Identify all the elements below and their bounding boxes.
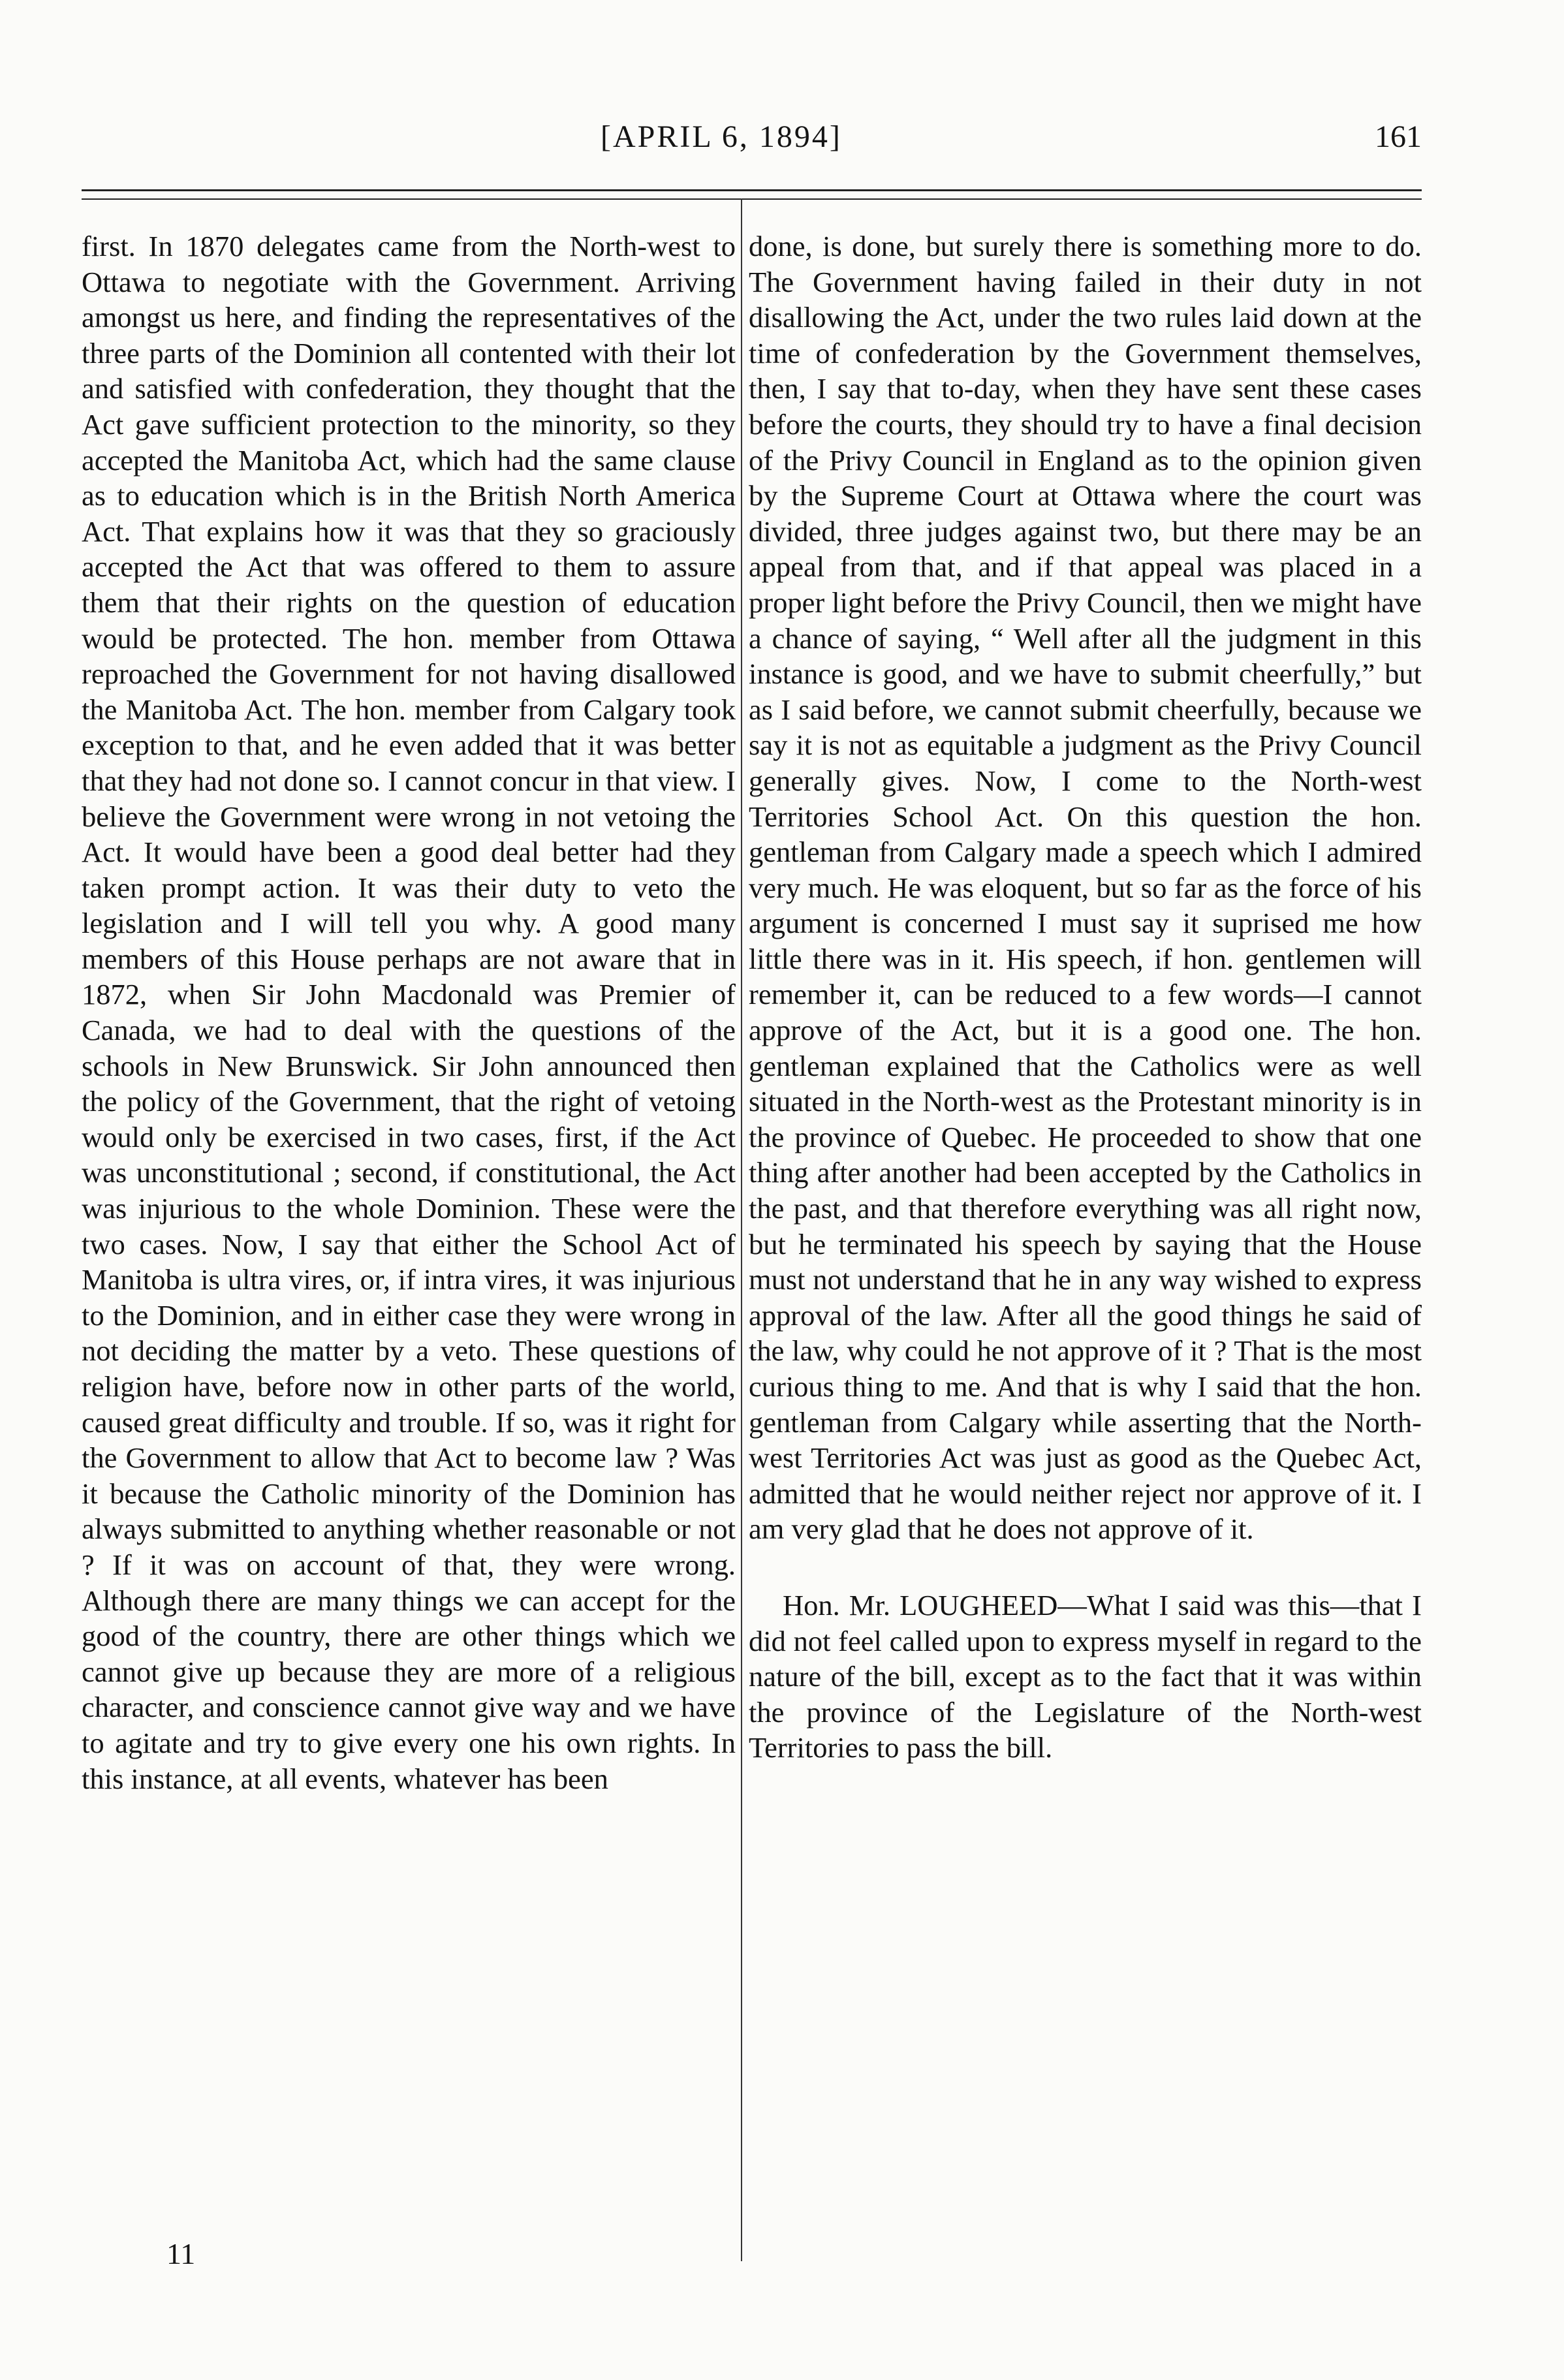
header-rule-top <box>82 189 1422 191</box>
header-rule-bottom <box>82 198 1422 200</box>
left-column-text: first. In 1870 delegates came from the North-west to Ottawa to negotiate with the Government. Arriving amongst us here, and finding the representatives of the three parts of the Dominion all contented with their lot and satisfied with confederation, they thought that the Act gave sufficient protection to the minority, so they accepted the Manitoba Act, which had the same clause as to education which is in the British North America Act. That explains how it was that they so graciously accepted the Act that was offered to them to assure them that their rights on the question of education would be protected. The hon. member from Ottawa reproached the Government for not having disallowed the Manitoba Act. The hon. member from Calgary took exception to that, and he even added that it was better that they had not done so. I cannot concur in that view. I believe the Government were wrong in not vetoing the Act. It would have been a good deal better had they taken prompt action. It was their duty to veto the legislation and I will tell you why. A good many members of this House perhaps are not aware that in 1872, when Sir John Macdonald was Premier of Canada, we had to deal with the questions of the schools in New Brunswick. Sir John announced then the policy of the Government, that the right of vetoing would only be exercised in two cases, first, if the Act was unconstitutional ; second, if constitutional, the Act was injurious to the whole Dominion. These were the two cases. Now, I say that either the School Act of Manitoba is ultra vires, or, if intra vires, it was injurious to the Dominion, and in either case they were wrong in not deciding the matter by a veto. These questions of religion have, before now in other parts of the world, caused great difficulty and trouble. If so, was it right for the Government to allow that Act to become law ? Was it because the Catholic minority of the Dominion has always submitted to anything whether reasonable or not ? If it was on account of that, they were wrong. Although there are many things we can accept for the good of the country, there are other things which we cannot give up because they are more of a religious character, and conscience cannot give way and we have to agitate and try to give every one his own rights. In this instance, at all events, whatever has been <box>82 230 736 1795</box>
page-header <box>0 119 1564 158</box>
signature-mark: 11 <box>166 2237 196 2270</box>
page-number: 161 <box>1375 119 1422 154</box>
column-divider <box>741 198 742 2261</box>
page-date: [APRIL 6, 1894] <box>601 119 842 154</box>
left-column <box>82 228 736 1796</box>
right-column-paragraph-1: done, is done, but surely there is something more to do. The Government having failed in their duty in not disallowing the Act, under the two rules laid down at the time of confederation by the Government themselves, then, I say that to-day, when they have sent these cases before the courts, they should try to have a final decision of the Privy Council in England as to the opinion given by the Supreme Court at Ottawa where the court was divided, three judges against two, but there may be an appeal from that, and if that appeal was placed in a proper light before the Privy Council, then we might have a chance of saying, “ Well after all the judgment in this instance is good, and we have to submit cheerfully,” but as I said before, we cannot submit cheerfully, because we say it is not as equitable a judgment as the Privy Council generally gives. Now, I come to the North-west Territories School Act. On this question the hon. gentleman from Calgary made a speech which I admired very much. He was eloquent, but so far as the force of his argument is concerned I must say it suprised me how little there was in it. His speech, if hon. gentlemen will remember it, can be reduced to a few words—I cannot approve of the Act, but it is a good one. The hon. gentleman explained that the Catholics were as well situated in the North-west as the Protestant minority is in the province of Quebec. He proceeded to show that one thing after another had been accepted by the Catholics in the past, and that therefore everything was all right now, but he terminated his speech by saying that the House must not understand that he in any way wished to express approval of the law. After all the good things he said of the law, why could he not approve of it ? That is the most curious thing to me. And that is why I said that the hon. gentleman from Calgary while asserting that the North-west Territories Act was just as good as the Quebec Act, admitted that he would neither reject nor approve of it. I am very glad that he does not approve of it. <box>749 230 1422 1546</box>
right-column-paragraph-2: Hon. Mr. LOUGHEED—What I said was this—that I did not feel called upon to express myself in regard to the nature of the bill, except as to the fact that it was within the province of the Legislature of the North-west Territories to pass the bill. <box>749 1588 1422 1764</box>
right-column <box>749 228 1422 1766</box>
